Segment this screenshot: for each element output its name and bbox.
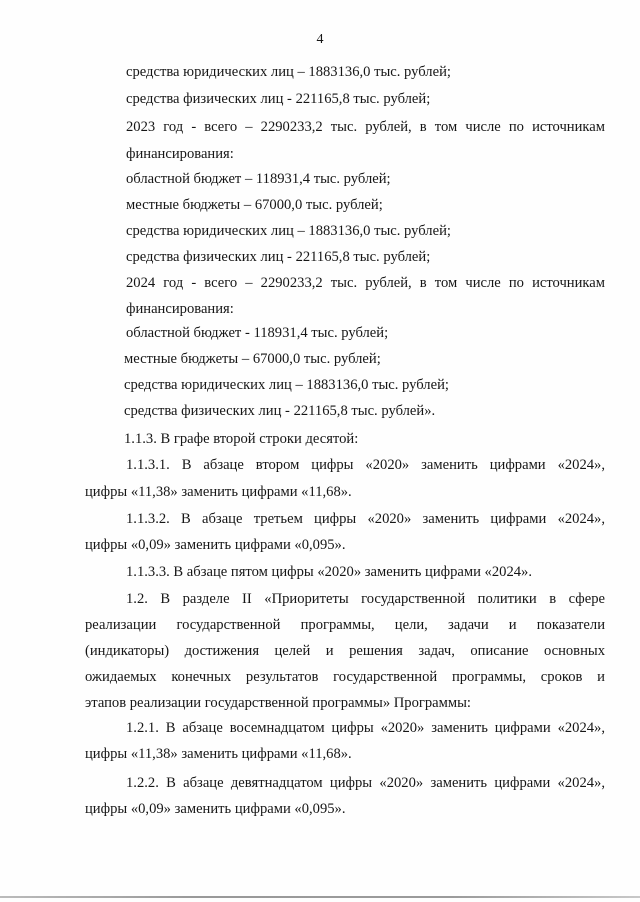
text-line-26: 1.2.1. В абзаце восемнадцатом цифры «2020» заменить цифрами «2024», <box>126 720 605 736</box>
text-line-8: средства физических лиц - 221165,8 тыс. рублей; <box>126 249 431 265</box>
text-line-22: реализации государственной программы, цели, задачи и показатели <box>85 617 605 633</box>
text-line-20: 1.1.3.3. В абзаце пятом цифры «2020» заменить цифрами «2024». <box>126 564 532 580</box>
text-line-25: этапов реализации государственной программы» Программы: <box>85 695 471 711</box>
text-line-21: 1.2. В разделе II «Приоритеты государственной политики в сфере <box>126 591 605 607</box>
text-line-4: финансирования: <box>126 146 234 162</box>
text-line-7: средства юридических лиц – 1883136,0 тыс. рублей; <box>126 223 451 239</box>
page-number: 4 <box>316 32 324 47</box>
text-line-9: 2024 год - всего – 2290233,2 тыс. рублей, в том числе по источникам <box>126 275 605 291</box>
text-line-27: цифры «11,38» заменить цифрами «11,68». <box>85 746 352 762</box>
text-line-3: 2023 год - всего – 2290233,2 тыс. рублей, в том числе по источникам <box>126 119 605 135</box>
text-line-10: финансирования: <box>126 301 234 317</box>
text-line-14: средства физических лиц - 221165,8 тыс. рублей». <box>124 403 436 419</box>
text-line-17: цифры «11,38» заменить цифрами «11,68». <box>85 484 352 500</box>
page-bottom-edge <box>0 896 640 898</box>
text-line-23: (индикаторы) достижения целей и решения задач, описание основных <box>85 643 605 659</box>
text-line-16: 1.1.3.1. В абзаце втором цифры «2020» заменить цифрами «2024», <box>126 457 605 473</box>
text-line-19: цифры «0,09» заменить цифрами «0,095». <box>85 537 346 553</box>
text-line-29: цифры «0,09» заменить цифрами «0,095». <box>85 801 346 817</box>
text-line-28: 1.2.2. В абзаце девятнадцатом цифры «2020» заменить цифрами «2024», <box>126 775 605 791</box>
text-line-11: областной бюджет - 118931,4 тыс. рублей; <box>126 325 389 341</box>
text-line-2: средства физических лиц - 221165,8 тыс. рублей; <box>126 91 431 107</box>
text-line-18: 1.1.3.2. В абзаце третьем цифры «2020» заменить цифрами «2024», <box>126 511 605 527</box>
text-line-6: местные бюджеты – 67000,0 тыс. рублей; <box>126 197 383 213</box>
text-line-5: областной бюджет – 118931,4 тыс. рублей; <box>126 171 391 187</box>
text-line-13: средства юридических лиц – 1883136,0 тыс. рублей; <box>124 377 449 393</box>
text-line-1: средства юридических лиц – 1883136,0 тыс. рублей; <box>126 64 451 80</box>
text-line-15: 1.1.3. В графе второй строки десятой: <box>124 431 359 447</box>
text-line-12: местные бюджеты – 67000,0 тыс. рублей; <box>124 351 381 367</box>
text-line-24: ожидаемых конечных результатов государственной программы, сроков и <box>85 669 605 685</box>
